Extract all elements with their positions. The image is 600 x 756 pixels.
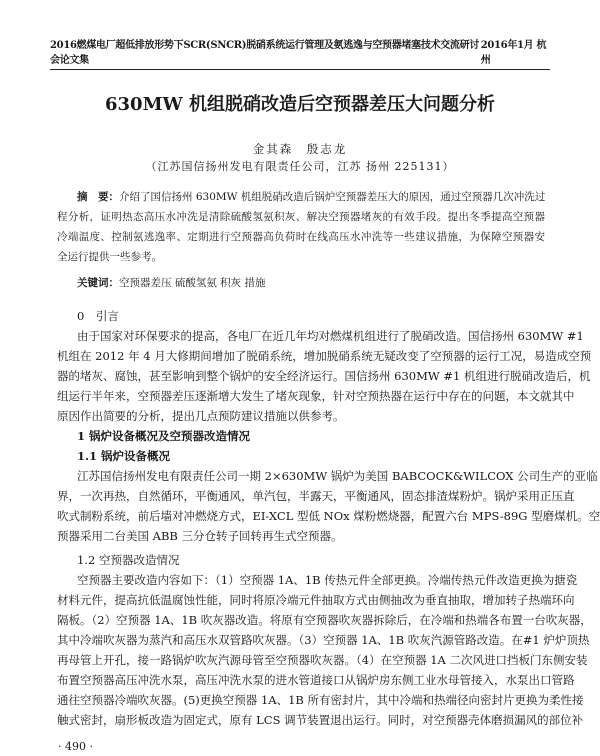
paragraph-line: 机组在 2012 年 4 月大修期间增加了脱硝系统，增加脱硝系统无疑改变了空预器的运行工况，易造成空预: [57, 349, 592, 363]
paper-title: 630MW 机组脱硝改造后空预器差压大问题分析: [105, 94, 495, 115]
paragraph-line: 原因作出简要的分析，提出几点预防建议措施以供参考。: [57, 409, 345, 423]
abstract: [57, 187, 545, 293]
paragraph-line: 吹式制粉系统，前后墙对冲燃烧方式，EI-XCL 型低 NOx 煤粉燃烧器，配置六台 MPS-89G 型磨煤机。空: [57, 509, 600, 523]
section-heading-1: 1 锅炉设备概况及空预器改造情况: [77, 429, 251, 443]
abstract-line: 冷端温度、控制氨逃逸率、定期进行空预器高负荷时在线高压水冲洗等一些建议措施，为保障空预器安: [57, 231, 545, 243]
paragraph-line: 隔板。（2）空预器 1A、1B 吹灰器改造。将原有空预器吹灰器拆除后，在冷端和热端各布置一台吹灰器，: [57, 613, 592, 627]
paragraph-line: 组运行半年来，空预器差压逐渐增大发生了堵灰现象，针对空预热器在运行中存在的问题，本文就其中: [57, 389, 575, 403]
abstract-line: 摘 要：介绍了国信扬州 630MW 机组脱硝改造后锅炉空预器差压大的原因，通过空预器几次冲洗过: [77, 191, 546, 203]
paragraph-line: 通往空预器冷端吹灰器。(5)更换空预器 1A、1B 所有密封片，其中冷端和热端径向密封片更换为柔性接: [57, 693, 584, 707]
paragraph-line: 触式密封，扇形板改造为固定式，原有 LCS 调节装置退出运行。同时，对空预器壳体磨损漏风的部位补: [57, 713, 584, 727]
paragraph-line: 预器采用二台美国 ABB 三分仓转子回转再生式空预器。: [57, 529, 343, 543]
header-proceedings-title: 2016燃煤电厂超低排放形势下SCR(SNCR)脱硝系统运行管理及氨逃逸与空预器堵塞技术交流研讨会论文集: [50, 40, 480, 66]
paragraph-line: 材料元件，提高抗低温腐蚀性能，同时将原冷端元件抽取方式由侧抽改为垂直抽取，增加转子热端环向: [57, 593, 575, 607]
paragraph-line: 布置空预器高压冲洗水泵，高压冲洗水泵的进水管道接口从锅炉房东侧工业水母管接入，水泵出口管路: [57, 673, 575, 687]
authors: 金其森 殷志龙: [252, 142, 348, 156]
keywords: [57, 273, 545, 293]
header-date-place: 2016年1月 杭州: [480, 40, 547, 66]
page-number: · 490 ·: [58, 740, 93, 753]
keywords-label: 关键词：: [77, 277, 119, 289]
affiliation: （江苏国信扬州发电有限责任公司，江苏 扬州 225131）: [145, 160, 455, 173]
abstract-label: 摘 要：: [77, 191, 119, 203]
paragraph-line: 江苏国信扬州发电有限责任公司一期 2×630MW 锅炉为美国 BABCOCK&WILCOX 公司生产的亚临: [77, 469, 598, 483]
paragraph-line: 由于国家对环保要求的提高，各电厂在近几年均对燃煤机组进行了脱硝改造。国信扬州 630MW #1: [77, 329, 584, 343]
section-heading-0: 0 引言: [77, 309, 119, 323]
paragraph-line: 器的堵灰、腐蚀，甚至影响到整个锅炉的安全经济运行。国信扬州 630MW #1 机组进行脱硝改造后，机: [57, 369, 591, 383]
paragraph-line: 空预器主要改造内容如下：（1）空预器 1A、1B 传热元件全部更换。冷端传热元件改造更换为搪瓷: [77, 573, 578, 587]
section-heading-1-1: 1.1 锅炉设备概况: [77, 449, 171, 463]
paragraph-line: 界，一次再热，自然循环，平衡通风，单汽包，半露天，平衡通风，固态排渣煤粉炉。锅炉采用正压直: [57, 489, 575, 503]
paragraph-line: 再母管上开孔，接一路锅炉吹灰汽源母管至空预器吹灰器。（4）在空预器 1A 二次风进口挡板门东侧安装: [57, 653, 588, 667]
body-text: [57, 306, 600, 730]
paragraph-line: 其中冷端吹灰器为蒸汽和高压水双管路吹灰器。（3）空预器 1A、1B 吹灰汽源管路改造。在#1 炉炉顶热: [57, 633, 590, 647]
section-heading-1-2: 1.2 空预器改造情况: [77, 553, 180, 567]
keywords-text: 空预器差压 硫酸氢氨 积灰 措施: [119, 277, 266, 289]
abstract-line: 程分析，证明热态高压水冲洗是清除硫酸氢氨积灰、解决空预器堵灰的有效手段。提出冬季提高空预器: [57, 211, 545, 223]
abstract-line: 全运行提供一些参考。: [57, 251, 162, 263]
running-header: [50, 36, 550, 70]
